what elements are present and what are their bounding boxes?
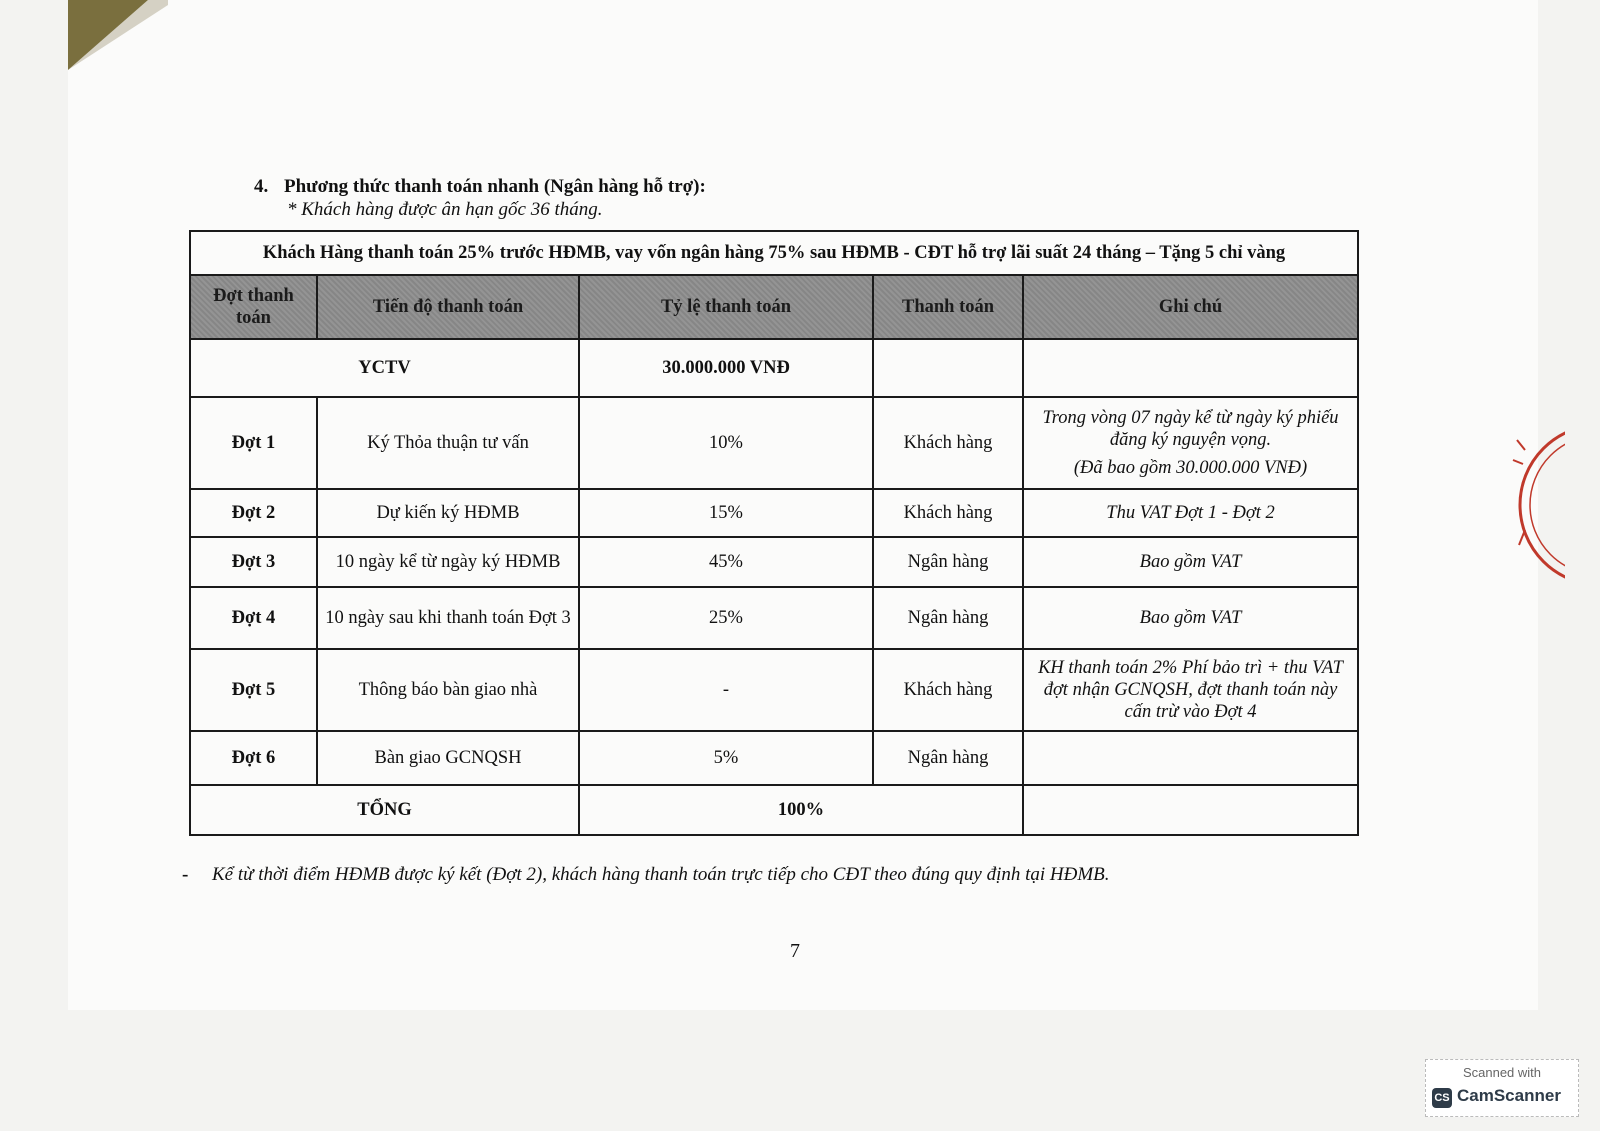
footnote bbox=[182, 864, 1110, 886]
row-phase: Đợt 1 bbox=[190, 397, 317, 489]
camscanner-watermark bbox=[1425, 1059, 1579, 1117]
row-payer: Khách hàng bbox=[873, 649, 1023, 731]
table-row bbox=[190, 731, 1358, 785]
row-rate: - bbox=[579, 649, 873, 731]
section-subnote: * Khách hàng được ân hạn gốc 36 tháng. bbox=[287, 199, 603, 220]
row-note: KH thanh toán 2% Phí bảo trì + thu VAT đợt nhận GCNQSH, đợt thanh toán này cấn trừ vào Đợt 4 bbox=[1023, 649, 1358, 731]
row-note bbox=[1023, 731, 1358, 785]
yctv-payer bbox=[873, 339, 1023, 397]
row-note: Thu VAT Đợt 1 - Đợt 2 bbox=[1023, 489, 1358, 537]
yctv-label: YCTV bbox=[190, 339, 579, 397]
row-payer: Khách hàng bbox=[873, 489, 1023, 537]
row-progress: 10 ngày kể từ ngày ký HĐMB bbox=[317, 537, 579, 587]
footnote-text: Kể từ thời điểm HĐMB được ký kết (Đợt 2), khách hàng thanh toán trực tiếp cho CĐT theo đúng quy định tại HĐMB. bbox=[212, 864, 1110, 885]
row-rate: 25% bbox=[579, 587, 873, 649]
header-progress: Tiến độ thanh toán bbox=[317, 275, 579, 339]
row-progress: Bàn giao GCNQSH bbox=[317, 731, 579, 785]
camscanner-name: CamScanner bbox=[1457, 1086, 1561, 1105]
total-rate: 100% bbox=[579, 785, 1023, 835]
header-phase: Đợt thanh toán bbox=[190, 275, 317, 339]
row-rate: 5% bbox=[579, 731, 873, 785]
table-title: Khách Hàng thanh toán 25% trước HĐMB, vay vốn ngân hàng 75% sau HĐMB - CĐT hỗ trợ lãi suất 24 tháng – Tặng 5 chỉ vàng bbox=[190, 231, 1358, 275]
table-title-row bbox=[190, 231, 1358, 275]
header-payer: Thanh toán bbox=[873, 275, 1023, 339]
row-progress: Ký Thỏa thuận tư vấn bbox=[317, 397, 579, 489]
yctv-row bbox=[190, 339, 1358, 397]
row-payer: Ngân hàng bbox=[873, 537, 1023, 587]
total-label: TỔNG bbox=[190, 785, 579, 835]
section-heading-text: Phương thức thanh toán nhanh (Ngân hàng hỗ trợ): bbox=[284, 176, 706, 197]
total-note bbox=[1023, 785, 1358, 835]
row-phase: Đợt 2 bbox=[190, 489, 317, 537]
header-note: Ghi chú bbox=[1023, 275, 1358, 339]
row-note-line2: (Đã bao gồm 30.000.000 VNĐ) bbox=[1073, 458, 1308, 479]
row-phase: Đợt 3 bbox=[190, 537, 317, 587]
table-row bbox=[190, 587, 1358, 649]
table-row bbox=[190, 537, 1358, 587]
section-number: 4. bbox=[254, 176, 269, 197]
row-payer: Khách hàng bbox=[873, 397, 1023, 489]
row-note bbox=[1023, 397, 1358, 489]
row-payer: Ngân hàng bbox=[873, 587, 1023, 649]
table-row bbox=[190, 649, 1358, 731]
yctv-note bbox=[1023, 339, 1358, 397]
camscanner-logo-icon: CS bbox=[1432, 1088, 1452, 1108]
row-rate: 10% bbox=[579, 397, 873, 489]
yctv-amount: 30.000.000 VNĐ bbox=[579, 339, 873, 397]
page-number: 7 bbox=[790, 940, 800, 962]
row-note: Bao gồm VAT bbox=[1023, 587, 1358, 649]
table-row bbox=[190, 397, 1358, 489]
row-phase: Đợt 5 bbox=[190, 649, 317, 731]
row-progress: 10 ngày sau khi thanh toán Đợt 3 bbox=[317, 587, 579, 649]
footnote-dash: - bbox=[182, 864, 189, 885]
header-rate: Tỷ lệ thanh toán bbox=[579, 275, 873, 339]
row-phase: Đợt 4 bbox=[190, 587, 317, 649]
payment-schedule-table bbox=[189, 230, 1359, 836]
table-row bbox=[190, 489, 1358, 537]
table-header-row bbox=[190, 275, 1358, 339]
total-row bbox=[190, 785, 1358, 835]
row-progress: Thông báo bàn giao nhà bbox=[317, 649, 579, 731]
row-payer: Ngân hàng bbox=[873, 731, 1023, 785]
row-phase: Đợt 6 bbox=[190, 731, 317, 785]
red-seal-stamp bbox=[1505, 420, 1565, 590]
row-note: Bao gồm VAT bbox=[1023, 537, 1358, 587]
row-rate: 15% bbox=[579, 489, 873, 537]
section-heading bbox=[254, 176, 706, 198]
row-note-line1: Trong vòng 07 ngày kể từ ngày ký phiếu đăng ký nguyện vọng. bbox=[1042, 407, 1339, 450]
page-corner-fold bbox=[68, 0, 168, 70]
row-rate: 45% bbox=[579, 537, 873, 587]
row-progress: Dự kiến ký HĐMB bbox=[317, 489, 579, 537]
camscanner-caption: Scanned with bbox=[1462, 1065, 1542, 1080]
